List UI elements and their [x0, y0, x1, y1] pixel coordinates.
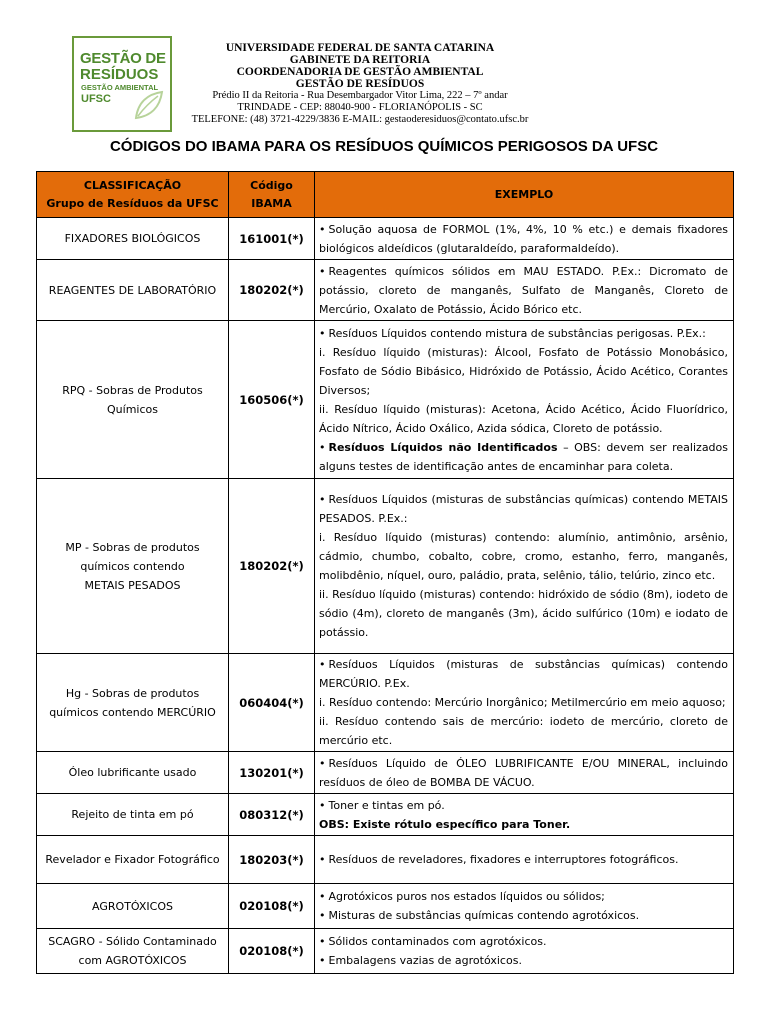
classification-cell: AGROTÓXICOS [37, 884, 229, 929]
code-cell: 020108(*) [229, 884, 315, 929]
ibama-codes-table [36, 171, 734, 974]
code-cell: 160506(*) [229, 321, 315, 479]
table-row [37, 654, 734, 752]
logo-line-3: GESTÃO AMBIENTAL [81, 83, 159, 92]
code-cell: 180202(*) [229, 479, 315, 654]
classification-cell: Revelador e Fixador Fotográfico [37, 836, 229, 884]
classification-cell: FIXADORES BIOLÓGICOS [37, 218, 229, 260]
classification-cell: MP - Sobras de produtos químicos contendo METAIS PESADOS [37, 479, 229, 654]
example-cell: • Resíduos Líquidos (misturas de substâncias químicas) contendo METAIS PESADOS. P.Ex.: i. Resíduo líquido (misturas) contendo: alumínio, antimônio, arsênio, cádmio, chumbo, cobalto, cobre, cromo, estanho, ferro, manganês, molibdênio, níquel, ouro, paládio, prata, selênio, tálio, telúrio, zinco etc. ii. Resíduo líquido (misturas) contendo: hidróxido de sódio (8m), iodeto de sódio (4m), cloreto de manganês (3m), ácido sulfúrico (10m) e iodato de potássio. [315, 479, 734, 654]
classification-cell: REAGENTES DE LABORATÓRIO [37, 260, 229, 321]
header-classification: CLASSIFICAÇÃO Grupo de Resíduos da UFSC [37, 172, 229, 218]
code-cell: 180203(*) [229, 836, 315, 884]
table-header-row [37, 172, 734, 218]
classification-cell: Óleo lubrificante usado [37, 752, 229, 794]
table-row [37, 321, 734, 479]
code-cell: 180202(*) [229, 260, 315, 321]
header-department: GESTÃO DE RESÍDUOS [295, 78, 425, 90]
example-cell: • Toner e tintas em pó. OBS: Existe rótulo específico para Toner. [315, 794, 734, 836]
example-cell: • Sólidos contaminados com agrotóxicos. • Embalagens vazias de agrotóxicos. [315, 929, 734, 974]
example-cell: • Resíduos de reveladores, fixadores e interruptores fotográficos. [315, 836, 734, 884]
code-cell: 060404(*) [229, 654, 315, 752]
example-cell: • Resíduos Líquidos contendo mistura de substâncias perigosas. P.Ex.: i. Resíduo líquido (misturas): Álcool, Fosfato de Potássio Monobásico, Fosfato de Sódio Bibásico, Hidróxido de Potássio, Ácido Acético, Corantes Diversos; ii. Resíduo líquido (misturas): Acetona, Ácido Acético, Ácido Fluorídrico, Ácido Nítrico, Ácido Oxálico, Azida sódica, Cloreto de potássio. • Resíduos Líquidos não Identificados – OBS: devem ser realizados alguns testes de identificação antes de encaminhar para coleta. [315, 321, 734, 479]
page-title: CÓDIGOS DO IBAMA PARA OS RESÍDUOS QUÍMICOS PERIGOSOS DA UFSC [109, 138, 659, 155]
code-cell: 020108(*) [229, 929, 315, 974]
gestao-residuos-logo [72, 36, 172, 132]
code-cell: 080312(*) [229, 794, 315, 836]
table-row [37, 929, 734, 974]
logo-line-4: UFSC [81, 93, 111, 105]
logo-line-2: RESÍDUOS [80, 66, 159, 83]
header-contact: TELEFONE: (48) 3721-4229/3836 E-MAIL: gestaoderesiduos@contato.ufsc.br [191, 114, 529, 125]
code-cell: 161001(*) [229, 218, 315, 260]
classification-cell: RPQ - Sobras de Produtos Químicos [37, 321, 229, 479]
classification-cell: Hg - Sobras de produtos químicos contendo MERCÚRIO [37, 654, 229, 752]
code-cell: 130201(*) [229, 752, 315, 794]
header-coordination: COORDENADORIA DE GESTÃO AMBIENTAL [236, 66, 484, 78]
header-city: TRINDADE - CEP: 88040-900 - FLORIANÓPOLIS - SC [237, 102, 483, 113]
header-address: Prédio II da Reitoria - Rua Desembargador Vitor Lima, 222 – 7º andar [212, 90, 508, 101]
table-row [37, 884, 734, 929]
classification-cell: Rejeito de tinta em pó [37, 794, 229, 836]
table-row [37, 794, 734, 836]
institution-header [180, 42, 540, 126]
header-cabinet: GABINETE DA REITORIA [289, 54, 431, 66]
table-row [37, 479, 734, 654]
header-example: EXEMPLO [315, 172, 734, 218]
example-cell: • Resíduos Líquido de ÓLEO LUBRIFICANTE E/OU MINERAL, incluindo resíduos de óleo de BOMBA DE VÁCUO. [315, 752, 734, 794]
example-cell: • Agrotóxicos puros nos estados líquidos ou sólidos; • Misturas de substâncias químicas contendo agrotóxicos. [315, 884, 734, 929]
table-row [37, 752, 734, 794]
header-ibama-code: Código IBAMA [229, 172, 315, 218]
example-cell: • Reagentes químicos sólidos em MAU ESTADO. P.Ex.: Dicromato de potássio, cloreto de manganês, Sulfato de Manganês, Cloreto de Mercúrio, Oxalato de Potássio, Ácido Bórico etc. [315, 260, 734, 321]
table-row [37, 836, 734, 884]
logo-line-1: GESTÃO DE [80, 50, 166, 67]
header-university: UNIVERSIDADE FEDERAL DE SANTA CATARINA [225, 42, 495, 54]
classification-cell: SCAGRO - Sólido Contaminado com AGROTÓXICOS [37, 929, 229, 974]
leaf-icon [132, 88, 166, 122]
table-row [37, 218, 734, 260]
table-row [37, 260, 734, 321]
example-cell: • Solução aquosa de FORMOL (1%, 4%, 10 % etc.) e demais fixadores biológicos aldeídicos (glutaraldeído, paraformaldeído). [315, 218, 734, 260]
example-cell: • Resíduos Líquidos (misturas de substâncias químicas) contendo MERCÚRIO. P.Ex. i. Resíduo contendo: Mercúrio Inorgânico; Metilmercúrio em meio aquoso; ii. Resíduo contendo sais de mercúrio: iodeto de mercúrio, cloreto de mercúrio etc. [315, 654, 734, 752]
